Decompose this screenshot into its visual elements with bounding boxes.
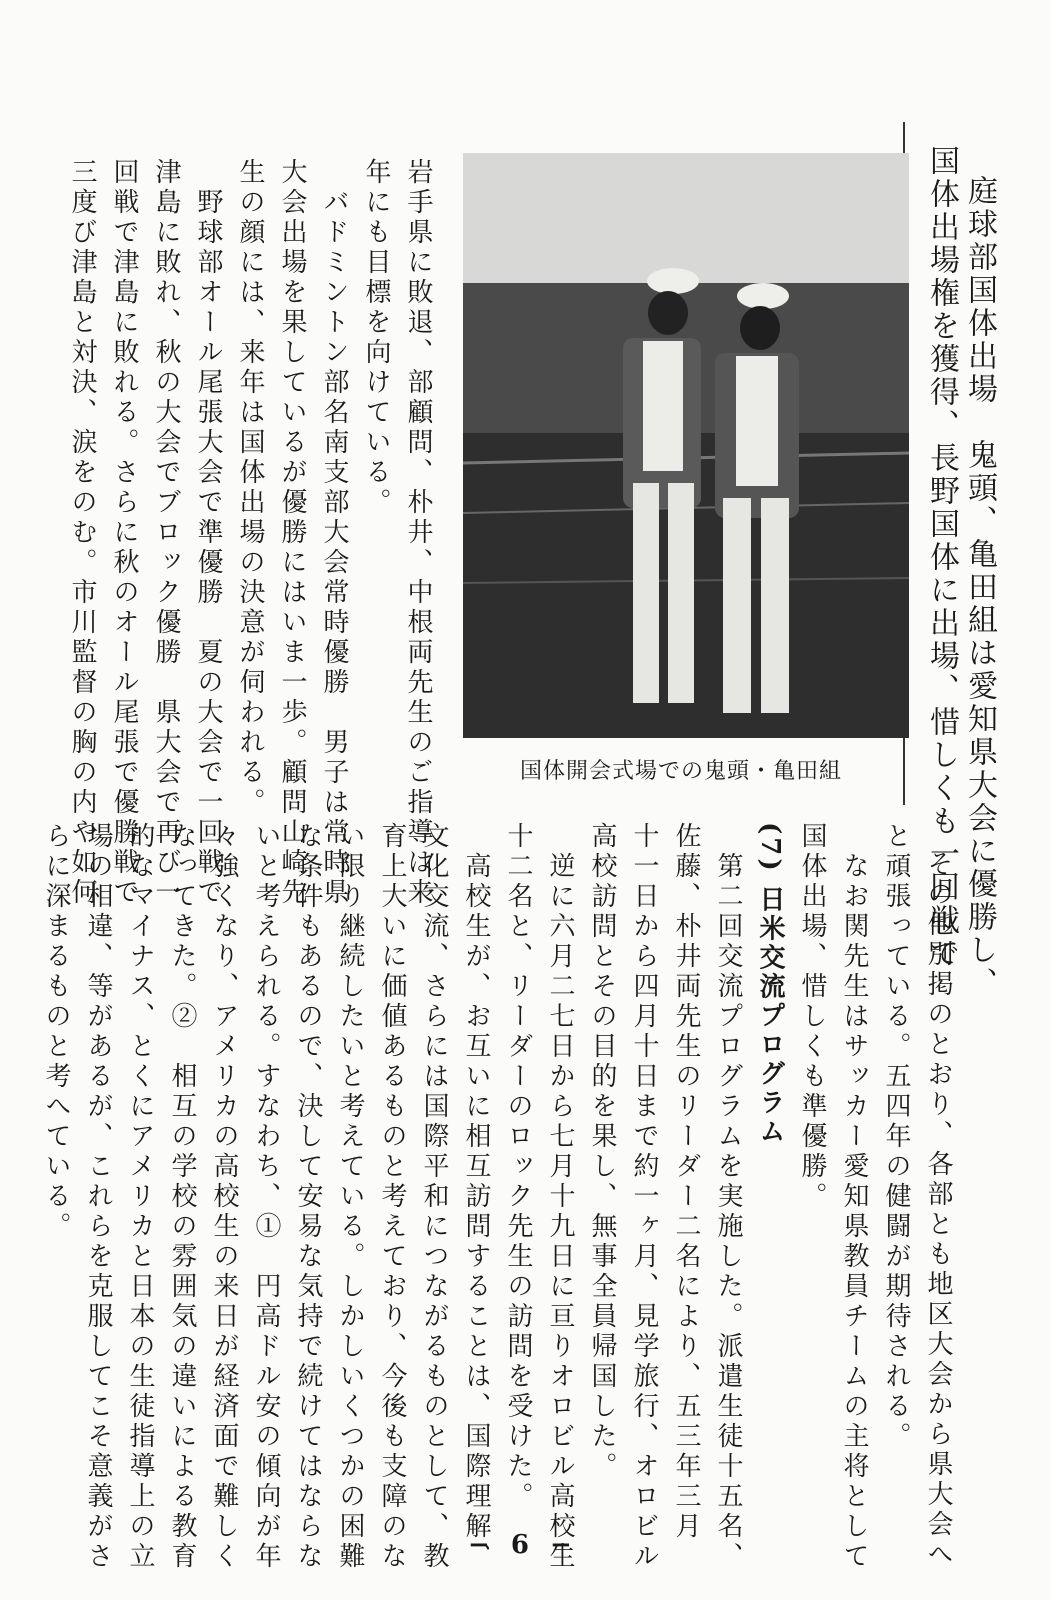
text-line: 国体出場、惜しくも準優勝。 bbox=[797, 822, 827, 1212]
text-line: 十一日から四月十日まで約一ヶ月、見学旅行、オロビル bbox=[629, 822, 659, 1572]
text-line: 野球部オール尾張大会で準優勝 夏の大会で一回戦で bbox=[193, 158, 223, 908]
text-line: な条件もあるので、決して安易な気持で続けてはならな bbox=[293, 822, 323, 1572]
sidebar-line: 庭球部国体出場 鬼頭、亀田組は愛知県大会に優勝し、 bbox=[962, 175, 997, 1000]
text-line: 大会出場を果しているが優勝にはいま一歩。顧問山崎先 bbox=[277, 158, 307, 908]
text-line: 津島に敗れ、秋の大会でブロック優勝 県大会で再び一 bbox=[151, 158, 181, 908]
text-line: いと考えられる。すなわち、① 円高ドル安の傾向が年 bbox=[251, 822, 281, 1572]
text-line: 佐藤、朴井両先生のリーダー二名により、五三年三月 bbox=[671, 822, 701, 1542]
photo-caption: 国体開会式場での鬼頭・亀田組 bbox=[520, 759, 843, 784]
text-line: 生の顔には、来年は国体出場の決意が伺われる。 bbox=[235, 158, 265, 818]
text-line: 々強くなり、アメリカの高校生の来日が経済面で難しく bbox=[209, 822, 239, 1572]
text-line: 三度び津島と対決、涙をのむ。市川監督の胸の内や如何 bbox=[67, 158, 97, 908]
photo-illustration bbox=[463, 153, 909, 738]
text-line: 高校生が、お互いに相互訪問することは、国際理解、 bbox=[461, 822, 491, 1572]
photograph bbox=[463, 153, 909, 738]
text-line: 的なマイナス、とくにアメリカと日本の生徒指導上の立 bbox=[125, 822, 155, 1572]
text-line: い限り継続したいと考えている。しかしいくつかの困難 bbox=[335, 822, 365, 1572]
text-line: 十二名と、リーダーのロック先生の訪問を受けた。 bbox=[503, 822, 533, 1512]
text-line: なってきた。② 相互の学校の雰囲気の違いによる教育 bbox=[167, 822, 197, 1572]
text-line: 文化交流、さらには国際平和につながるものとして、教 bbox=[419, 822, 449, 1572]
text-line: 高校訪問とその目的を果し、無事全員帰国した。 bbox=[587, 822, 617, 1482]
text-line: なお関先生はサッカー愛知県教員チームの主将として bbox=[839, 822, 869, 1572]
text-line: その他別掲のとおり、各部とも地区大会から県大会へ bbox=[923, 850, 953, 1570]
text-line: 回戦で津島に敗れる。さらに秋のオール尾張で優勝戦で bbox=[109, 158, 139, 908]
text-line: 岩手県に敗退、部顧問、朴井、中根両先生のご指導は来 bbox=[403, 158, 433, 908]
text-line: 年にも目標を向けている。 bbox=[361, 158, 391, 518]
sidebar-line: 国体出場権を獲得、長野国体に出場、惜しくも一回戦で bbox=[924, 145, 959, 970]
text-line: 育上大いに価値あるものと考えており、今後も支障のな bbox=[377, 822, 407, 1572]
text-line: バドミントン部名南支部大会常時優勝 男子は常時県 bbox=[319, 158, 349, 908]
text-line: 場の相違、等があるが、これらを克服してこそ意義がさ bbox=[83, 822, 113, 1572]
page-number: − 6 − bbox=[468, 1530, 578, 1560]
text-line: 第二回交流プログラムを実施した。派遣生徒十五名、 bbox=[713, 822, 743, 1572]
text-line: と頑張っている。五四年の健闘が期待される。 bbox=[881, 822, 911, 1452]
text-line: 逆に六月二七日から七月十九日に亘りオロビル高校生 bbox=[545, 822, 575, 1572]
text-line: らに深まるものと考へている。 bbox=[41, 822, 71, 1242]
section-heading: (7) 日米交流プログラム bbox=[755, 822, 785, 1147]
